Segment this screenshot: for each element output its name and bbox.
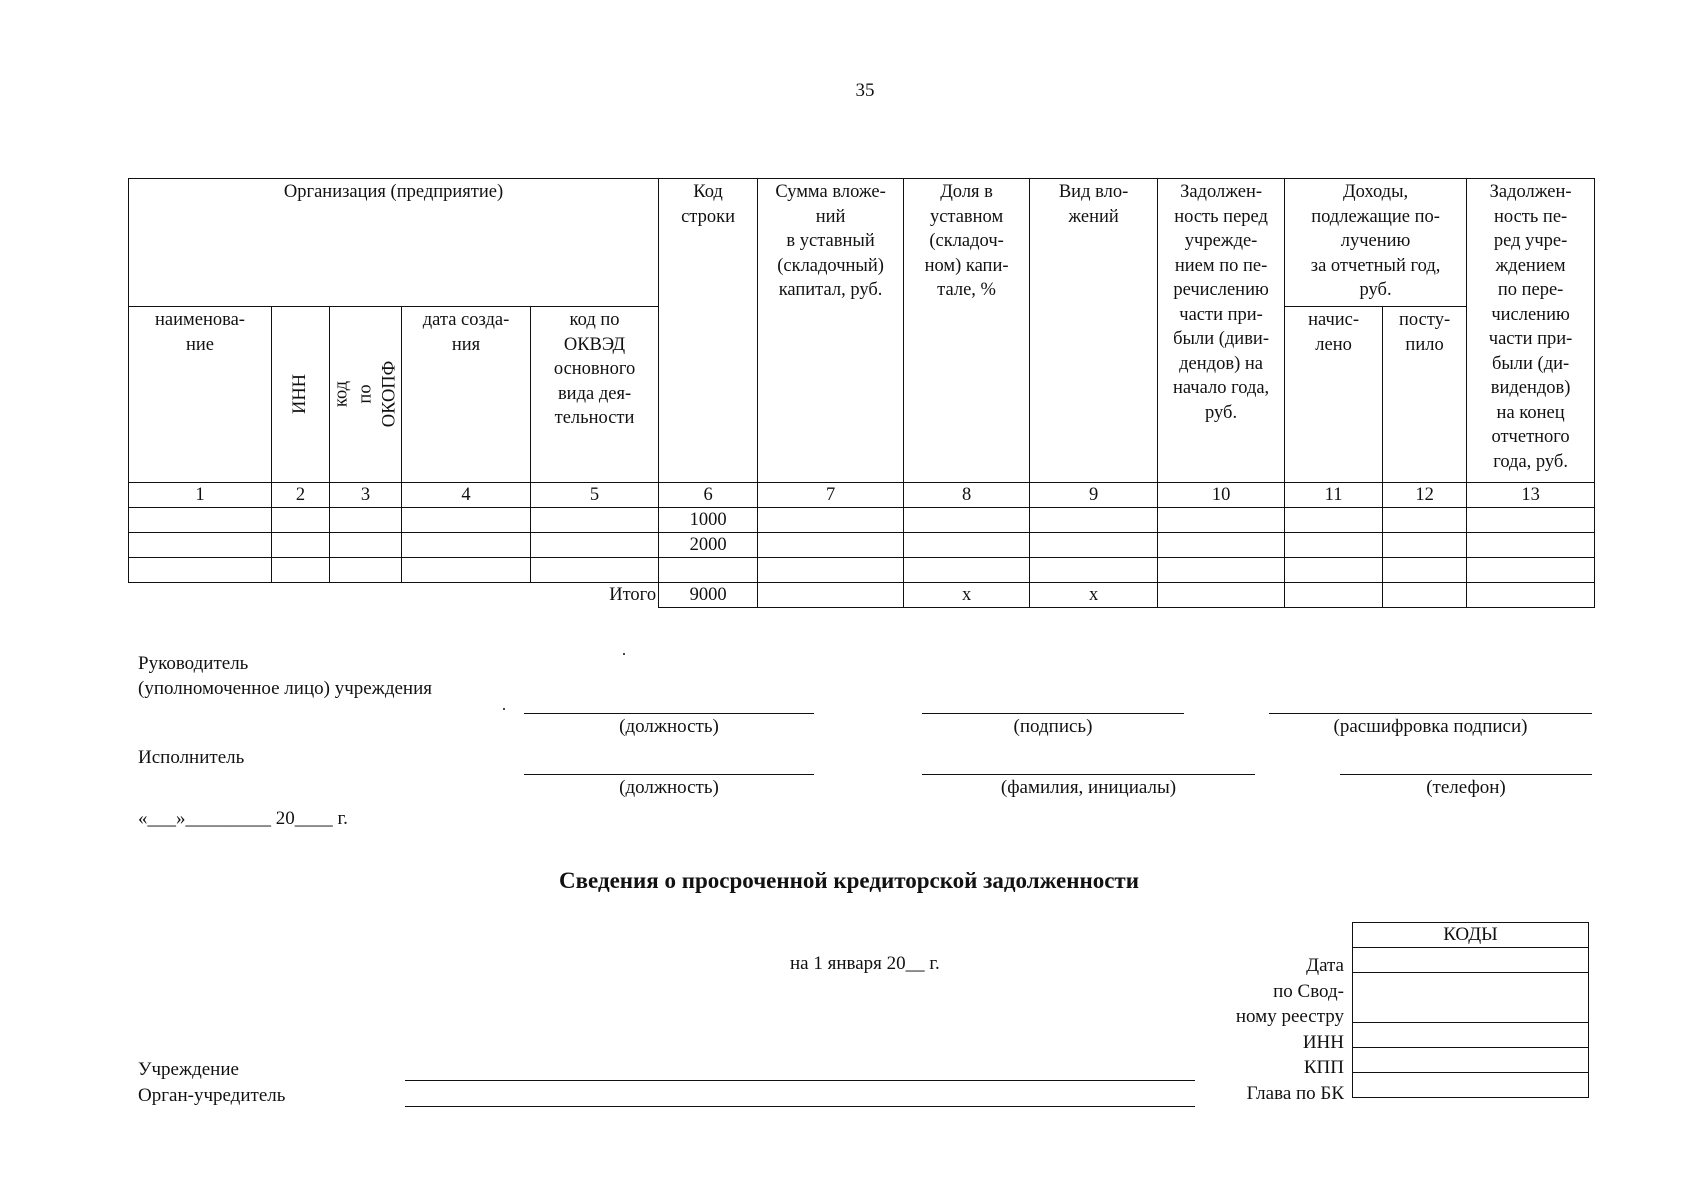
executor-label: Исполнитель (138, 747, 245, 768)
table-row (129, 508, 1595, 533)
header-name: наименова- ние (129, 307, 272, 483)
codes-header: КОДЫ (1353, 923, 1589, 948)
scan-dot (623, 653, 625, 655)
table-cell[interactable] (1030, 508, 1158, 533)
code-cell-registry[interactable] (1353, 973, 1589, 1023)
header-accrued: начис- лено (1285, 307, 1383, 483)
institution-line[interactable] (405, 1080, 1195, 1081)
code-cell-kpp[interactable] (1353, 1048, 1589, 1073)
header-inn-text: ИНН (290, 374, 311, 415)
table-cell[interactable] (1158, 558, 1285, 583)
table-cell[interactable] (758, 583, 904, 608)
col-number: 4 (402, 483, 531, 508)
exec-phone-caption: (телефон) (1426, 777, 1506, 798)
col-number: 2 (272, 483, 330, 508)
table-row (129, 533, 1595, 558)
col-number: 12 (1383, 483, 1467, 508)
col-number: 3 (330, 483, 402, 508)
total-code: 9000 (659, 583, 758, 608)
header-share: Доля в уставном (складоч- ном) капи- тале, % (904, 179, 1030, 483)
org-header: Организация (предприятие) (129, 179, 659, 307)
header-investment-type: Вид вло- жений (1030, 179, 1158, 483)
code-label-kpp: КПП (1303, 1057, 1344, 1078)
col-number: 1 (129, 483, 272, 508)
table-cell[interactable] (402, 558, 531, 583)
table-cell[interactable] (330, 508, 402, 533)
table-cell[interactable] (272, 533, 330, 558)
scan-dot (503, 708, 505, 710)
header-created: дата созда- ния (402, 307, 531, 483)
table-cell[interactable] (531, 533, 659, 558)
table-cell[interactable] (1158, 533, 1285, 558)
exec-phone-line[interactable] (1340, 774, 1592, 775)
col-number: 7 (758, 483, 904, 508)
header-line-code: Код строки (659, 179, 758, 483)
header-okopf (330, 307, 402, 483)
date-fill-line[interactable]: «___»_________ 20____ г. (138, 808, 348, 829)
code-label-registry: по Свод- ному реестру (1235, 980, 1344, 1027)
founder-label: Орган-учредитель (138, 1085, 286, 1106)
code-cell-bk[interactable] (1353, 1073, 1589, 1098)
table-cell[interactable] (904, 533, 1030, 558)
header-debt-end: Задолжен- ность пе- ред учре- ждением по пере- числению части при- были (ди- видендов) на конец отчетного года, руб. (1467, 179, 1595, 483)
table-cell[interactable] (758, 533, 904, 558)
total-type-mark: x (1030, 583, 1158, 608)
code-label-date: Дата (1306, 955, 1344, 976)
table-cell[interactable] (531, 558, 659, 583)
table-cell[interactable] (129, 558, 272, 583)
row-code (659, 558, 758, 583)
exec-position-caption: (должность) (619, 777, 719, 798)
header-received: посту- пило (1383, 307, 1467, 483)
institution-label: Учреждение (138, 1059, 239, 1080)
table-cell[interactable] (904, 508, 1030, 533)
exec-position-line[interactable] (524, 774, 814, 775)
col-number: 9 (1030, 483, 1158, 508)
table-cell[interactable] (1467, 558, 1595, 583)
table-cell[interactable] (1467, 583, 1595, 608)
head-decode-line[interactable] (1269, 713, 1592, 714)
table-cell[interactable] (1383, 583, 1467, 608)
table-cell[interactable] (272, 558, 330, 583)
header-debt-begin: Задолжен- ность перед учрежде- нием по пе- речислению части при- были (диви- дендов) на начало года, руб. (1158, 179, 1285, 483)
table-cell[interactable] (330, 533, 402, 558)
exec-name-line[interactable] (922, 774, 1255, 775)
code-label-inn: ИНН (1302, 1031, 1344, 1053)
header-income: Доходы, подлежащие по- лучению за отчетный год, руб. (1285, 179, 1467, 307)
table-cell[interactable] (1383, 508, 1467, 533)
table-cell[interactable] (758, 508, 904, 533)
code-cell-inn[interactable] (1353, 1023, 1589, 1048)
table-cell[interactable] (1383, 533, 1467, 558)
col-number: 10 (1158, 483, 1285, 508)
exec-name-caption: (фамилия, инициалы) (1000, 777, 1177, 798)
total-share-mark: x (904, 583, 1030, 608)
table-cell[interactable] (402, 533, 531, 558)
report-date: на 1 января 20__ г. (790, 953, 940, 974)
table-cell[interactable] (1158, 508, 1285, 533)
section-title: Сведения о просроченной кредиторской задолженности (559, 868, 1139, 893)
founder-line[interactable] (405, 1106, 1195, 1107)
head-position-line[interactable] (524, 713, 814, 714)
col-number: 5 (531, 483, 659, 508)
column-numbers-row (129, 483, 1595, 508)
table-cell[interactable] (1285, 583, 1383, 608)
table-cell[interactable] (1030, 533, 1158, 558)
table-cell[interactable] (1030, 558, 1158, 583)
code-label-bk: Глава по БК (1246, 1082, 1344, 1104)
investments-table (128, 178, 1595, 608)
table-cell[interactable] (402, 508, 531, 533)
table-cell[interactable] (531, 508, 659, 533)
table-cell[interactable] (1285, 558, 1383, 583)
table-cell[interactable] (330, 558, 402, 583)
header-okved: код по ОКВЭД основного вида дея- тельности (531, 307, 659, 483)
code-labels (1180, 953, 1344, 1106)
table-cell[interactable] (129, 508, 272, 533)
table-cell[interactable] (1285, 508, 1383, 533)
table-cell[interactable] (1158, 583, 1285, 608)
table-row (129, 558, 1595, 583)
head-position-caption: (должность) (619, 716, 719, 737)
head-signature-caption: (подпись) (1013, 716, 1093, 737)
codes-table (1352, 922, 1589, 1098)
header-okopf-text: код по ОКОПФ (331, 360, 400, 428)
table-cell[interactable] (904, 558, 1030, 583)
col-number: 11 (1285, 483, 1383, 508)
code-cell-date[interactable] (1353, 948, 1589, 973)
head-signature-line[interactable] (922, 713, 1184, 714)
head-label: Руководитель (уполномоченное лицо) учреждения (138, 653, 432, 699)
head-decode-caption: (расшифровка подписи) (1333, 716, 1528, 737)
table-cell[interactable] (1285, 533, 1383, 558)
table-cell[interactable] (1467, 533, 1595, 558)
table-cell[interactable] (758, 558, 904, 583)
page-number: 35 (855, 80, 875, 101)
header-investment-sum: Сумма вложе- ний в уставный (складочный) капитал, руб. (758, 179, 904, 483)
col-number: 6 (659, 483, 758, 508)
total-row (129, 583, 1595, 608)
table-cell[interactable] (272, 508, 330, 533)
table-cell[interactable] (129, 533, 272, 558)
row-code: 1000 (659, 508, 758, 533)
header-inn (272, 307, 330, 483)
col-number: 8 (904, 483, 1030, 508)
table-cell[interactable] (1467, 508, 1595, 533)
table-cell[interactable] (1383, 558, 1467, 583)
col-number: 13 (1467, 483, 1595, 508)
total-label: Итого (609, 585, 657, 606)
row-code: 2000 (659, 533, 758, 558)
